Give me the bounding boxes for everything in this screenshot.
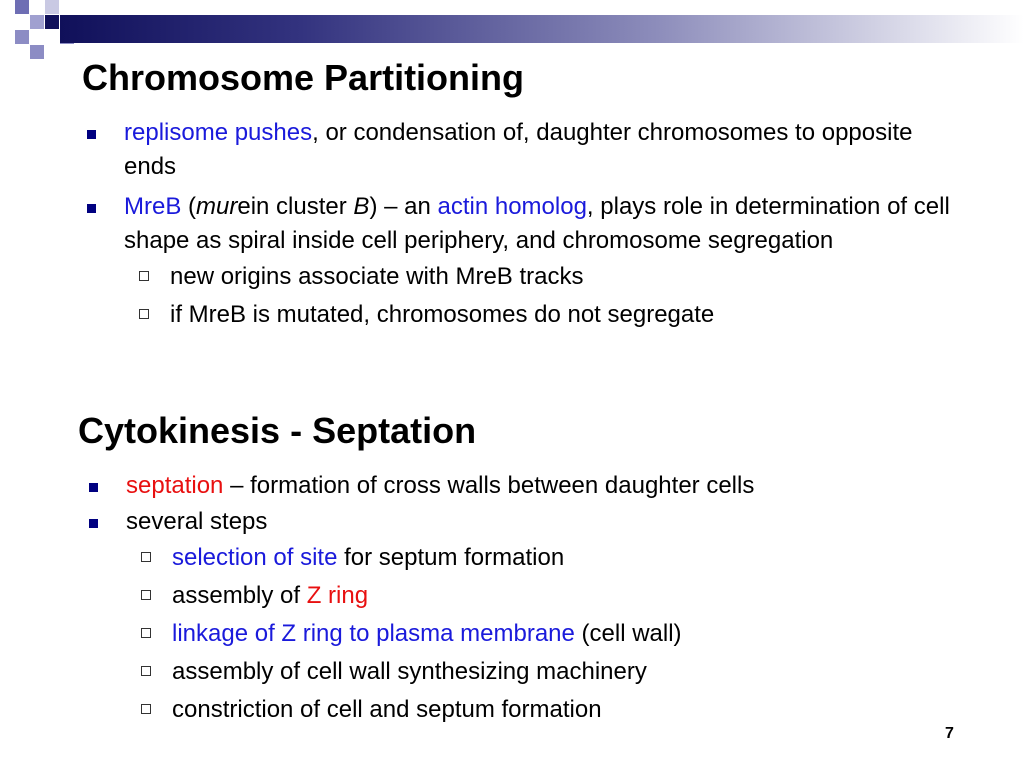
square-bullet-icon — [89, 483, 98, 492]
bullet-text: , plays role in determination of cell shape as spiral inside cell periphery, and chromosome segregation — [124, 193, 950, 254]
actin-homolog-text: actin homolog — [437, 193, 587, 220]
square-bullet-icon — [87, 204, 96, 213]
hollow-square-bullet-icon — [141, 552, 151, 562]
mur-italic-text: mur — [196, 193, 238, 220]
bullet-text: ein cluster — [237, 193, 354, 220]
b-italic-text: B — [353, 193, 370, 220]
header-gradient-bar — [60, 15, 1024, 43]
bullet-text: ) – an — [369, 193, 438, 220]
partitioning-content — [82, 116, 962, 338]
square-bullet-icon — [89, 519, 98, 528]
linkage-text: linkage of Z ring to plasma membrane — [172, 620, 575, 647]
replisome-pushes-text: replisome pushes — [124, 119, 313, 146]
hollow-square-bullet-icon — [141, 628, 151, 638]
hollow-square-bullet-icon — [141, 704, 151, 714]
deco-square — [45, 0, 59, 14]
cytokinesis-content — [84, 469, 964, 733]
bullet-text: , or condensation of, daughter chromosomes to opposite ends — [124, 119, 913, 180]
slide-title-chromosome-partitioning: Chromosome Partitioning — [82, 57, 525, 98]
page-number: 7 — [945, 725, 954, 742]
square-bullet-icon — [87, 130, 96, 139]
sub-bullet-constriction — [126, 693, 964, 727]
deco-square — [15, 30, 29, 44]
sub-bullet-text: new origins associate with MreB tracks — [170, 263, 584, 290]
sub-bullet-text: for septum formation — [337, 544, 565, 571]
bullet-text: ( — [181, 193, 197, 220]
deco-square — [30, 15, 44, 29]
mreb-text: MreB — [124, 193, 182, 220]
deco-square — [45, 15, 59, 29]
deco-square — [15, 0, 29, 14]
sub-bullet-text: assembly of cell wall synthesizing machinery — [172, 658, 647, 685]
selection-of-site-text: selection of site — [172, 544, 338, 571]
sub-bullet-text: if MreB is mutated, chromosomes do not segregate — [170, 301, 715, 328]
sub-bullet-text: assembly of — [172, 582, 307, 609]
bullet-several-steps — [84, 505, 964, 727]
bullet-mreb — [82, 190, 962, 332]
sub-bullet-cell-wall-machinery — [126, 655, 964, 689]
hollow-square-bullet-icon — [139, 271, 149, 281]
bullet-septation — [84, 469, 964, 503]
sub-bullet-new-origins — [124, 260, 962, 294]
hollow-square-bullet-icon — [141, 666, 151, 676]
deco-square — [30, 45, 44, 59]
bullet-text: several steps — [126, 508, 268, 535]
sub-bullet-text: constriction of cell and septum formation — [172, 696, 602, 723]
sub-bullet-selection-of-site — [126, 541, 964, 575]
septation-text: septation — [126, 472, 224, 499]
sub-bullet-mreb-mutated — [124, 298, 962, 332]
bullet-replisome — [82, 116, 962, 184]
slide-title-cytokinesis: Cytokinesis - Septation — [78, 410, 477, 451]
bullet-text: – formation of cross walls between daughter cells — [223, 472, 755, 499]
sub-bullet-text: (cell wall) — [574, 620, 682, 647]
z-ring-text: Z ring — [306, 582, 369, 609]
hollow-square-bullet-icon — [141, 590, 151, 600]
sub-bullet-z-ring — [126, 579, 964, 613]
sub-bullet-linkage — [126, 617, 964, 651]
hollow-square-bullet-icon — [139, 309, 149, 319]
